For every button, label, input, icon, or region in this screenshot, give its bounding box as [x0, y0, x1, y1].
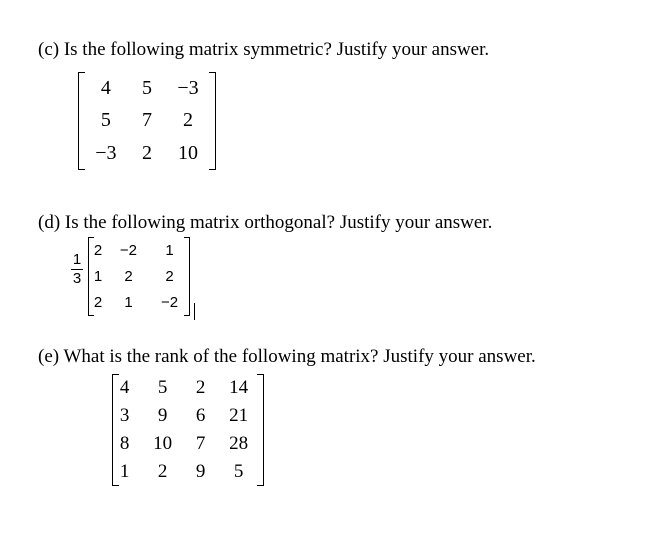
matrix-cell: 1 [93, 267, 103, 285]
matrix-cell: 5 [100, 109, 111, 132]
matrix-cell: −3 [177, 76, 199, 99]
question-e: (e) What is the rank of the following matrix? Justify your answer. [38, 346, 536, 367]
matrix-cell: 2 [157, 461, 168, 482]
matrix-cell: −2 [160, 294, 179, 312]
matrix-cell: −2 [119, 241, 138, 259]
matrix-cell: 2 [165, 267, 174, 285]
matrix-e [112, 374, 264, 486]
matrix-cell: 28 [229, 433, 249, 454]
matrix-cell: 4 [100, 76, 111, 99]
matrix-cell: 4 [119, 377, 130, 398]
matrix-cell: 2 [183, 109, 194, 132]
matrix-cell: 10 [178, 142, 199, 165]
matrix-cell: −3 [95, 142, 117, 165]
matrix-cell: 7 [141, 109, 152, 132]
question-c: (c) Is the following matrix symmetric? Justify your answer. [38, 39, 490, 60]
matrix-cell: 8 [119, 433, 130, 454]
matrix-cell: 1 [124, 294, 133, 312]
matrix-c [78, 72, 216, 170]
fraction-numerator: 1 [72, 251, 82, 268]
matrix-cell: 3 [119, 405, 130, 426]
matrix-cell: 5 [141, 76, 152, 99]
scalar-fraction [69, 252, 85, 287]
matrix-cell: 1 [119, 461, 130, 482]
matrix-d [88, 237, 190, 316]
matrix-cell: 1 [165, 241, 174, 259]
matrix-cell: 14 [229, 377, 249, 398]
matrix-cell: 2 [93, 294, 103, 312]
matrix-cell: 21 [229, 405, 249, 426]
question-d: (d) Is the following matrix orthogonal? Justify your answer. [38, 212, 493, 233]
matrix-cell: 6 [195, 405, 206, 426]
matrix-cell: 2 [93, 241, 103, 259]
matrix-cell: 9 [157, 405, 168, 426]
matrix-cell: 2 [141, 142, 152, 165]
text-cursor [194, 303, 195, 320]
matrix-cell: 7 [195, 433, 206, 454]
matrix-cell: 9 [195, 461, 206, 482]
matrix-cell: 10 [153, 433, 173, 454]
fraction-denominator: 3 [72, 270, 82, 287]
matrix-cell: 2 [195, 377, 206, 398]
matrix-cell: 5 [157, 377, 168, 398]
matrix-cell: 5 [233, 461, 244, 482]
matrix-cell: 2 [124, 267, 133, 285]
